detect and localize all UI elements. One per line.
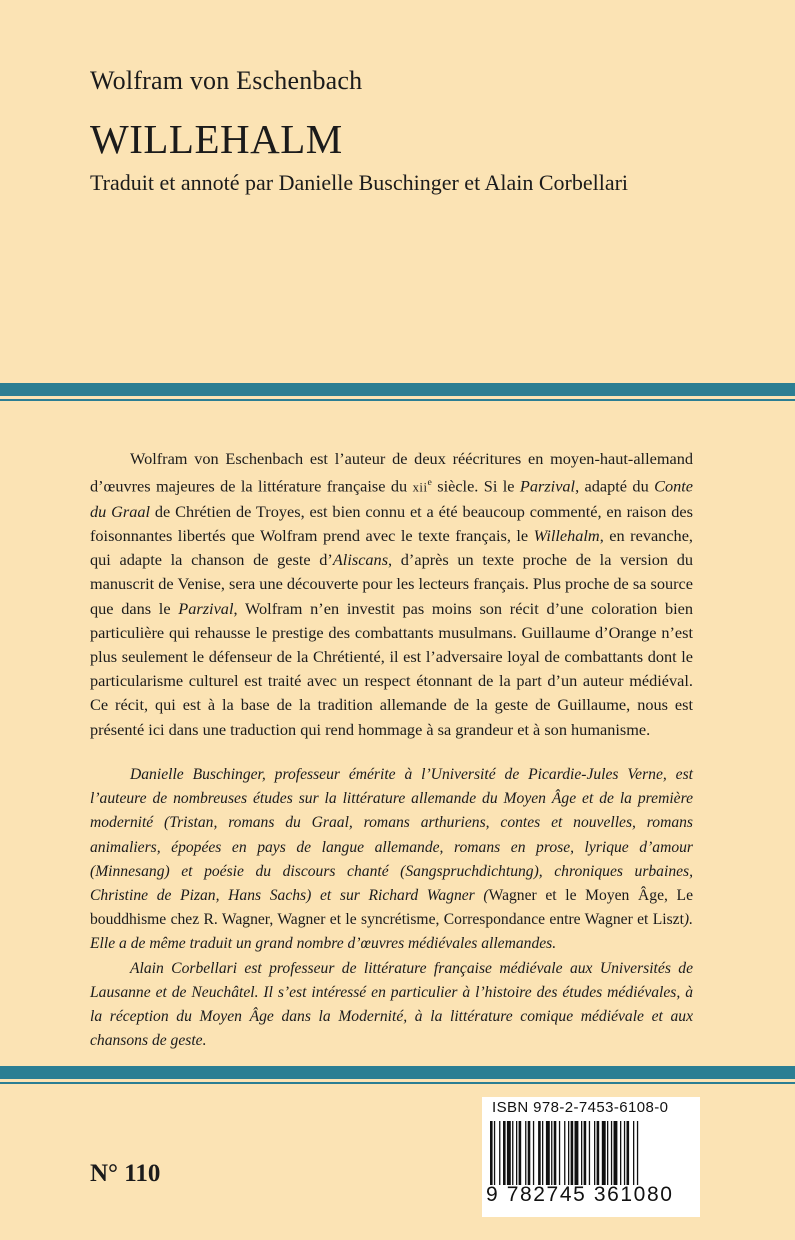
- book-summary: Wolfram von Eschenbach est l’auteur de deux réécritures en moyen-haut-allemand d’œuvres majeures de la littérature française du xii$^e$ siècle. Si le Parzival, adapté du Conte du Graal de Chrétien de Troyes, est bien connu et a été beaucoup commenté, en raison des foisonnantes libertés que Wolfram prend avec le texte français, le Willehalm, en revanche, qui adapte la chanson de geste d’Aliscans, d’après un texte proche de la version du manuscrit de Venise, sera une découverte pour les lecteurs français. Plus proche de sa source que dans le Parzival, Wolfram n’en investit pas moins son récit d’une coloration bien particulière qui rehausse le prestige des combattants musulmans. Guillaume d’Orange n’est plus seulement le défenseur de la Chrétienté, il est l’adversaire loyal de combattants dont le particularisme culturel est traité avec un respect étonnant de la part d’un auteur médiéval. Ce récit, qui est à la base de la tradition allemande de la geste de Guillaume, nous est présenté ici dans une traduction qui rend hommage à sa grandeur et à son humanisme.: [90, 449, 694, 739]
- barcode-panel: [482, 1097, 700, 1217]
- author-bios: [90, 763, 693, 1053]
- barcode-digits: 9 782745 361080: [486, 1183, 674, 1206]
- top-decorative-band: [0, 383, 795, 401]
- book-title: WILLEHALM: [90, 116, 343, 162]
- bottom-decorative-band: [0, 1066, 795, 1084]
- author-name: Wolfram von Eschenbach: [90, 66, 363, 95]
- translators-line: Traduit et annoté par Danielle Buschinger et Alain Corbellari: [90, 170, 629, 195]
- barcode-icon: [490, 1121, 692, 1185]
- series-number: N° 110: [90, 1160, 161, 1187]
- bio-corbellari: Alain Corbellari est professeur de littérature française médiévale aux Universités de Lausanne et de Neuchâtel. Il s’est intéressé en particulier à l’histoire des études médiévales, à la réception du Moyen Âge dans la Modernité, à la littérature comique médiévale et aux chansons de geste.: [90, 959, 693, 1050]
- bio-buschinger: Danielle Buschinger, professeur émérite à l’Université de Picardie-Jules Verne, est l’auteure de nombreuses études sur la littérature allemande du Moyen Âge et de la première modernité (Tristan, romans du Graal, romans arthuriens, contes et nouvelles, romans animaliers, épopées en pays de langue allemande, romans en prose, lyrique d’amour (Minnesang) et poésie du discours chanté (Sangspruchdichtung), chroniques urbaines, Christine de Pizan, Hans Sachs) et sur Richard Wagner (Wagner et le Moyen Âge, Le bouddhisme chez R. Wagner, Wagner et le syncrétisme, Correspondance entre Wagner et Liszt). Elle a de même traduit un grand nombre d’œuvres médiévales allemandes.: [90, 766, 693, 953]
- isbn-label: ISBN 978-2-7453-6108-0: [492, 1099, 669, 1116]
